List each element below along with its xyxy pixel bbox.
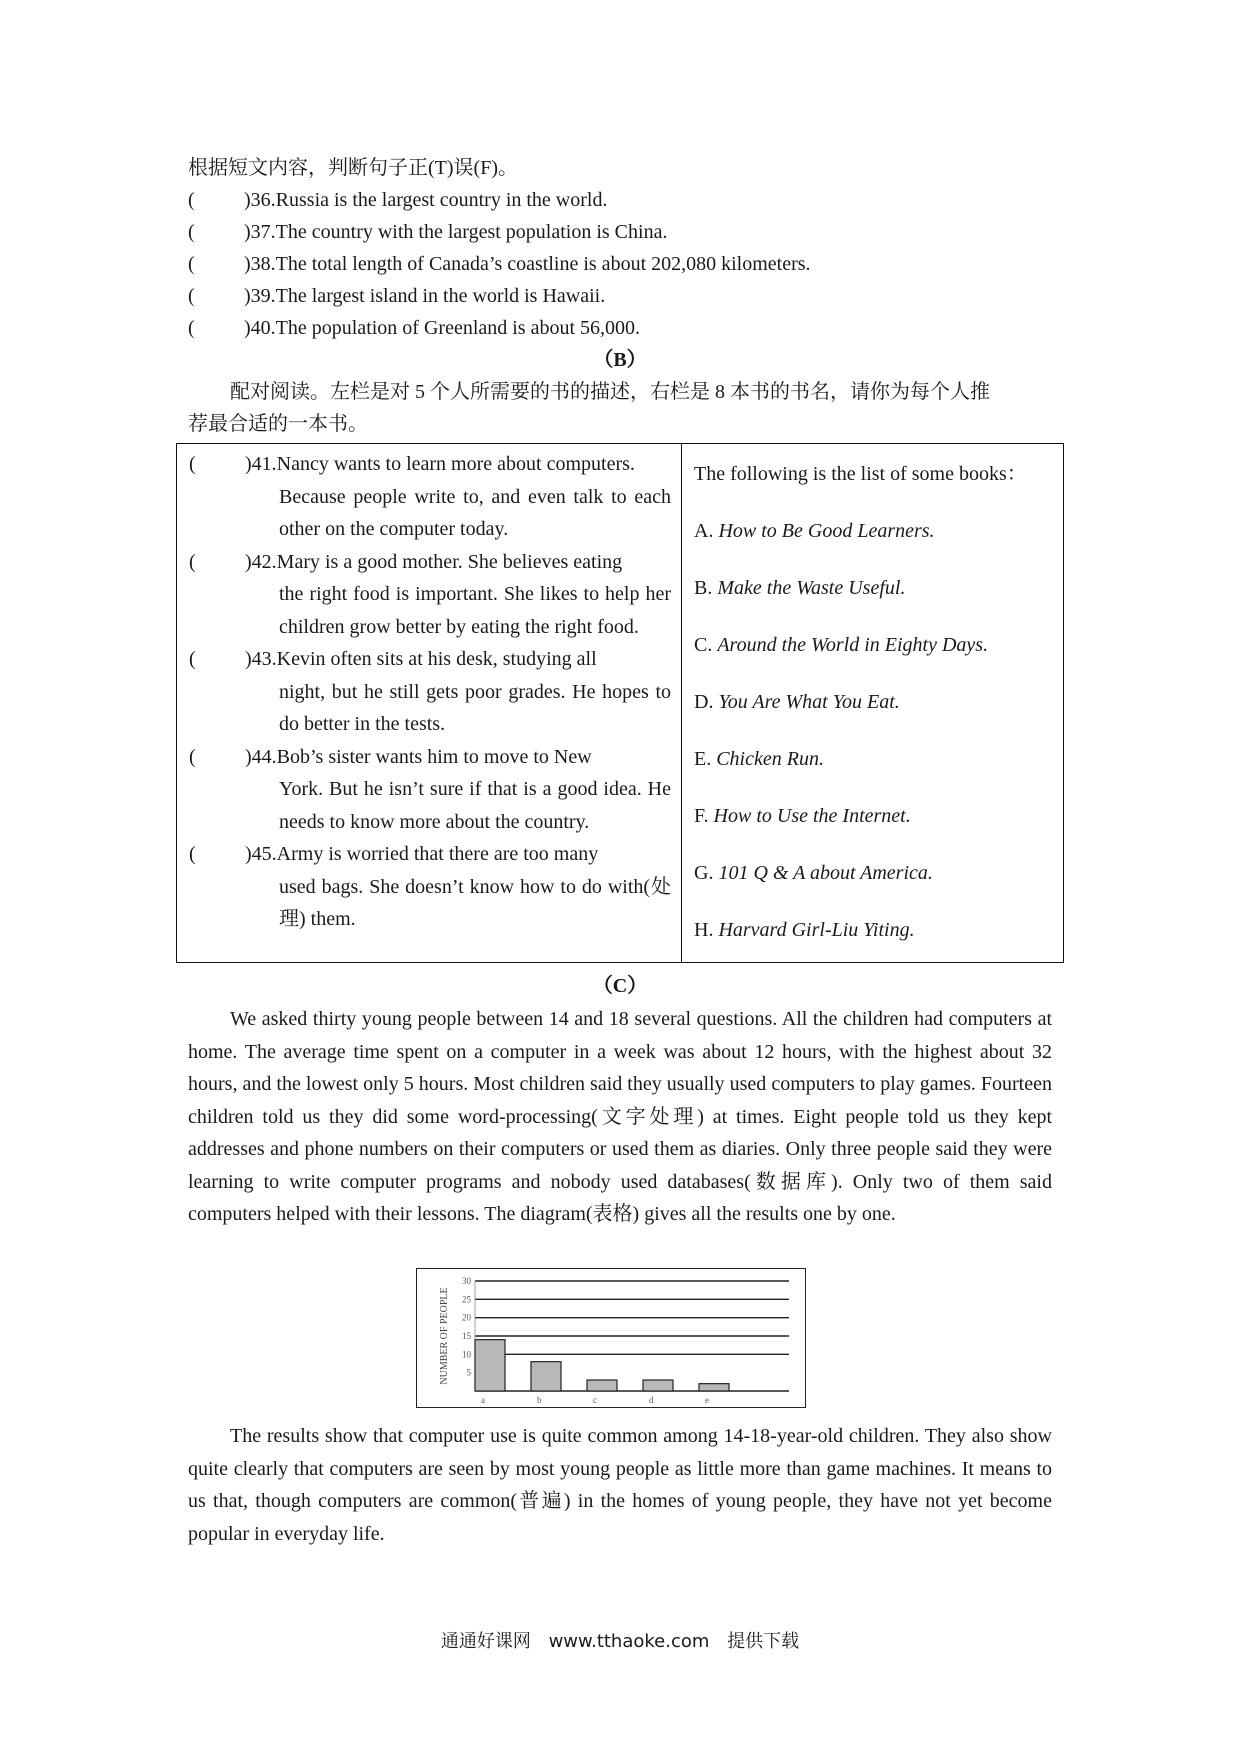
book-item-b: B. Make the Waste Useful. (694, 577, 906, 599)
bar (643, 1380, 673, 1391)
page-footer (0, 1627, 1240, 1653)
answer-blank: ( (189, 550, 196, 573)
book-item-g: G. 101 Q & A about America. (694, 862, 933, 884)
y-axis-label: NUMBER OF PEOPLE (439, 1287, 450, 1385)
footer-site-name: 通通好课网 (440, 1631, 531, 1652)
person-item-42 (177, 546, 681, 644)
question-37 (188, 216, 667, 248)
answer-blank: ( (189, 843, 196, 865)
results-bar-chart (416, 1268, 806, 1408)
person-item-43 (177, 643, 681, 741)
footer-suffix: 提供下载 (727, 1631, 800, 1652)
bar (699, 1384, 729, 1391)
x-tick-label: e (705, 1395, 709, 1405)
book-item-c: C. Around the World in Eighty Days. (694, 634, 989, 656)
answer-blank: ( (188, 317, 195, 339)
question-38 (188, 248, 811, 280)
books-column (682, 444, 1063, 962)
book-item-d: D. You Are What You Eat. (694, 691, 900, 713)
question-text: )40.The population of Greenland is about 56,000. (244, 317, 641, 339)
section-c-heading: （C） (592, 975, 648, 997)
x-tick-label: b (537, 1395, 542, 1405)
y-tick-label: 15 (462, 1331, 471, 1341)
x-tick-label: a (481, 1395, 485, 1405)
person-description: )45.Army is worried that there are too many used bags. She doesn’t know how to do with(处理) them. (245, 843, 671, 930)
book-item-f: F. How to Use the Internet. (694, 805, 911, 827)
y-tick-label: 5 (466, 1367, 471, 1378)
answer-blank: ( (189, 745, 196, 768)
person-description: )42.Mary is a good mother. She believes eating the right food is important. She likes to help her children grow better by eating the right food. (245, 550, 671, 638)
section-b-heading: （B） (593, 349, 647, 371)
bar-chart-svg (417, 1269, 804, 1406)
question-text: )39.The largest island in the world is Hawaii. (244, 285, 606, 307)
section-c-paragraph-2: The results show that computer use is quite common among 14-18-year-old children. They also show quite clearly that computers are seen by most young people as little more than game machines. It means to us that, though computers are common(普遍) in the homes of young people, they have not yet become popular in everyday life. (188, 1425, 1052, 1545)
y-tick-label: 30 (462, 1276, 471, 1286)
x-tick-label: d (649, 1395, 654, 1405)
person-description: )43.Kevin often sits at his desk, studying all night, but he still gets poor grades. He hopes to do better in the tests. (245, 648, 671, 735)
bar (587, 1380, 617, 1391)
bar (475, 1340, 505, 1391)
y-tick-label: 25 (462, 1294, 471, 1305)
question-text: )38.The total length of Canada’s coastline is about 202,080 kilometers. (244, 253, 811, 275)
person-item-45 (177, 838, 681, 936)
y-tick-label: 10 (462, 1349, 471, 1360)
person-item-44 (177, 741, 681, 839)
question-39 (188, 280, 605, 312)
book-item-h: H. Harvard Girl-Liu Yiting. (694, 919, 915, 941)
book-item-a: A. How to Be Good Learners. (694, 520, 935, 542)
x-tick-label: c (593, 1395, 597, 1405)
section-b-instruction-line1: 配对阅读。左栏是对 5 个人所需要的书的描述，右栏是 8 本书的书名，请你为每个人推 (230, 381, 990, 403)
question-40 (188, 312, 640, 344)
answer-blank: ( (188, 221, 195, 243)
question-text: )37.The country with the largest population is China. (244, 221, 668, 243)
section-b-instruction-line2: 荐最合适的一本书。 (188, 413, 368, 435)
answer-blank: ( (188, 253, 195, 275)
bar (531, 1362, 561, 1391)
person-description: )44.Bob’s sister wants him to move to New York. But he isn’t sure if that is a good idea. He needs to know more about the country. (245, 745, 671, 833)
section-a-instruction: 根据短文内容，判断句子正(T)误(F)。 (188, 157, 518, 179)
person-item-41 (177, 448, 681, 546)
people-column (177, 444, 682, 962)
books-heading: The following is the list of some books： (694, 463, 1027, 485)
question-text: )36.Russia is the largest country in the world. (244, 189, 608, 211)
y-tick-label: 20 (462, 1312, 471, 1323)
book-item-e: E. Chicken Run. (694, 748, 824, 770)
person-description: )41.Nancy wants to learn more about computers. Because people write to, and even talk to each other on the computer today. (245, 453, 671, 540)
question-36 (188, 184, 607, 216)
footer-url[interactable]: www.tthaoke.com (548, 1631, 710, 1652)
answer-blank: ( (188, 189, 195, 211)
matching-table (176, 443, 1064, 963)
section-c-paragraph-1: We asked thirty young people between 14 and 18 several questions. All the children had computers at home. The average time spent on a computer in a week was about 12 hours, with the highest about 32 hours, and the lowest only 5 hours. Most children said they usually used computers to play games. Fourteen children told us they did some word-processing(文字处理) at times. Eight people told us they kept addresses and phone numbers on their computers or used them as diaries. Only three people said they were learning to write computer programs and nobody used databases(数据库). Only two of them said computers helped with their lessons. The diagram(表格) gives all the results one by one. (188, 1008, 1052, 1225)
answer-blank: ( (189, 648, 196, 670)
answer-blank: ( (188, 285, 195, 307)
answer-blank: ( (189, 453, 196, 475)
